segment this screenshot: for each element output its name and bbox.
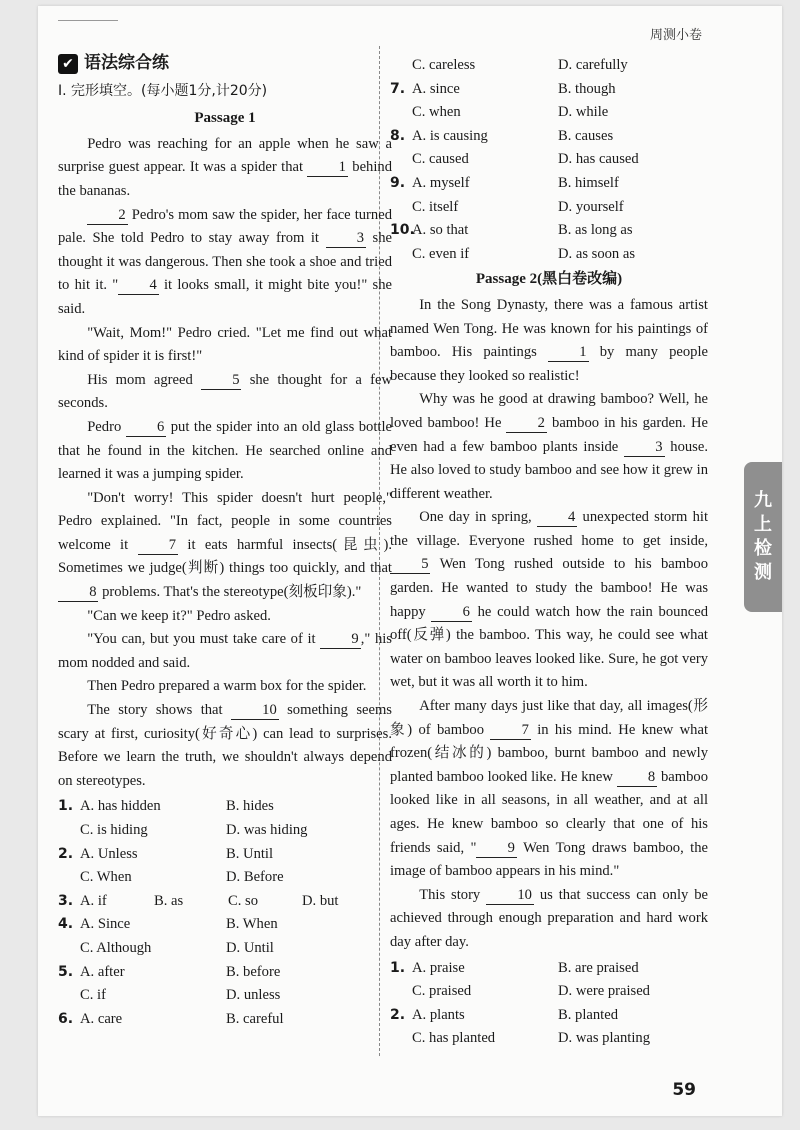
passage1-text: Pedro was reaching for an apple when he saw a surprise guest appear. It was a spider that [58, 135, 392, 176]
passage1-text: it looks small, it might bite you!" she said. [58, 277, 392, 317]
option-choice: A. praise [412, 959, 465, 976]
passage2-blank: 4 [537, 508, 577, 527]
question-number: 6. [58, 1010, 74, 1027]
question-number: 5. [58, 963, 74, 980]
option-choice: C. When [80, 869, 132, 886]
option-choice: A. if [80, 892, 107, 909]
option-choice: D. while [558, 104, 609, 121]
passage2-blank: 5 [390, 555, 430, 574]
option-choice: A. myself [412, 174, 470, 191]
passage2-paragraph [390, 884, 708, 955]
passage1-paragraph [58, 628, 392, 675]
passage1-paragraph [58, 416, 392, 487]
question-number: 1. [58, 798, 74, 815]
option-choice: C. if [80, 987, 106, 1004]
question-number: 4. [58, 916, 74, 933]
passage1-text: Pedro [87, 418, 126, 435]
passage2-text: One day in spring, [419, 509, 537, 526]
option-choice: D. was hiding [226, 822, 308, 838]
option-choice: A. has hidden [80, 798, 161, 815]
passage2-text: Wen Tong rushed outside to his bamboo garden. He wanted to study the bamboo! He was happy [390, 556, 708, 620]
passage1-text: it eats harmful insects(昆虫). Sometimes we judge(判断) things too quickly, and that [58, 536, 392, 577]
option-choice: B. though [558, 80, 616, 97]
option-choice: A. is causing [412, 127, 488, 144]
option-choice: D. has caused [558, 151, 639, 168]
option-choice: C. is hiding [80, 822, 148, 838]
option-row [390, 172, 708, 196]
option-choice: C. careless [412, 57, 476, 73]
passage1-blank: 10 [231, 701, 279, 720]
passage1-paragraph [58, 487, 392, 605]
passage2-blank: 8 [617, 768, 657, 787]
option-row [390, 219, 708, 243]
question-number: 8. [390, 127, 406, 144]
question-number: 1. [390, 959, 406, 976]
passage1-text: "Can we keep it?" Pedro asked. [87, 607, 271, 624]
passage1-options [58, 795, 392, 1031]
passage2-text: unexpected storm hit the village. Everyone rushed home to get inside, [390, 509, 709, 549]
option-choice: C. so [228, 892, 259, 909]
option-row [390, 101, 708, 125]
passage2-text: bamboo in his garden. He even had a few bamboo plants inside [390, 414, 709, 455]
option-choice: C. even if [412, 245, 470, 262]
passage1-blank: 1 [307, 158, 347, 177]
question-number [390, 243, 412, 267]
question-number: 3. [58, 892, 74, 909]
option-row [58, 937, 392, 961]
side-tab [744, 462, 782, 612]
passage1-text: "You can, but you must take care of it [87, 631, 321, 648]
passage2-text: This story [419, 886, 487, 903]
passage2-paragraph [390, 506, 708, 695]
side-tab-char: 上 [754, 514, 772, 535]
section-title-text: 语法综合练 [84, 53, 169, 73]
option-row [58, 819, 392, 843]
option-choice: B. as [154, 892, 184, 909]
option-choice: C. praised [412, 983, 472, 1000]
question-number: 2. [390, 1006, 406, 1023]
option-row [58, 984, 392, 1008]
option-choice: A. care [80, 1010, 123, 1027]
passage2-paragraph [390, 294, 708, 388]
passage2-title: Passage 2(黑白卷改编) [475, 271, 623, 288]
option-choice: B. Until [226, 845, 274, 862]
option-choice: C. itself [412, 198, 459, 215]
page-number: 59 [672, 1080, 696, 1100]
passage1-text: "Don't worry! This spider doesn't hurt people," Pedro explained. "In fact, people in some countries welcome it [58, 489, 392, 553]
passage2-blank: 10 [486, 886, 534, 905]
passage2-paragraph [390, 695, 708, 884]
passage1-text [58, 133, 392, 794]
option-choice: B. are praised [558, 959, 639, 976]
option-choice: B. planted [558, 1006, 618, 1023]
passage1-paragraph [58, 133, 392, 204]
question-number [390, 148, 412, 172]
passage2-text: Why was he good at drawing bamboo? Well, he loved bamboo! He [390, 391, 708, 431]
option-choice: A. since [412, 80, 460, 97]
passage1-text: something seems scary at first, curiosity(好奇心) can lead to surprises. Before we learn the truth, we shouldn't always depend on stereotypes. [58, 702, 392, 789]
option-choice: D. was planting [558, 1030, 651, 1047]
section-title [58, 52, 392, 76]
passage1-options-continued [390, 54, 708, 266]
option-choice: B. before [226, 963, 281, 980]
option-choice: C. Although [80, 939, 152, 956]
question-number: 9. [390, 174, 406, 191]
option-choice: D. were praised [558, 983, 650, 1000]
option-choice: B. careful [226, 1010, 284, 1027]
passage2-text: house. He also loved to study bamboo and see how it grew in different weather. [390, 438, 708, 502]
passage2-blank: 3 [624, 438, 664, 457]
right-column [390, 52, 708, 1051]
option-choice: A. after [80, 963, 125, 980]
worksheet-page [38, 6, 782, 1116]
option-row [390, 54, 708, 78]
question-number [390, 1027, 412, 1051]
option-choice: D. unless [226, 987, 281, 1004]
option-choice: D. Until [226, 939, 274, 956]
passage2-text: Wen Tong draws bamboo, the image of bamboo appears in his mind." [390, 839, 708, 880]
option-row [58, 913, 392, 937]
passage2-text: In the Song Dynasty, there was a famous artist named Wen Tong. He was known for his paintings of bamboo. His paintings [390, 296, 708, 361]
side-tab-char: 九 [754, 490, 772, 511]
option-row [390, 957, 708, 981]
section-instruction: Ⅰ. 完形填空。(每小题1分,计20分) [58, 82, 268, 99]
option-row [390, 78, 708, 102]
option-choice: C. caused [412, 151, 469, 168]
passage1-blank: 9 [320, 630, 360, 649]
passage2-text: After many days just like that day, all images(形象) of bamboo [390, 698, 708, 738]
passage2-blank: 6 [431, 603, 471, 622]
option-row [390, 980, 708, 1004]
passage1-blank: 5 [201, 371, 241, 390]
passage2-text: in his mind. He knew what frozen(结冰的) bamboo, burnt bamboo and newly planted bamboo looked like. He knew [390, 721, 709, 785]
passage1-text: Pedro's mom saw the spider, her face turned pale. She told Pedro to stay away from it [58, 206, 392, 247]
passage1-text: she thought for a few seconds. [58, 371, 392, 412]
passage1-text: problems. That's the stereotype(刻板印象)." [98, 584, 362, 601]
side-tab-char: 测 [754, 562, 772, 583]
question-number: 7. [390, 80, 406, 97]
passage1-text: The story shows that [87, 702, 231, 719]
header-tag: 周测小卷 [649, 28, 702, 43]
passage2-blank: 1 [548, 343, 588, 362]
passage1-paragraph [58, 605, 392, 629]
passage1-paragraph [58, 699, 392, 793]
question-number [58, 984, 80, 1008]
passage2-paragraph [390, 388, 708, 506]
option-choice: D. yourself [558, 198, 624, 215]
passage1-blank: 2 [87, 206, 127, 225]
question-number [390, 101, 412, 125]
option-choice: B. hides [226, 798, 274, 815]
option-choice: D. Before [226, 869, 284, 886]
side-tab-char: 检 [754, 538, 772, 559]
passage1-text: behind the bananas. [58, 159, 393, 199]
option-row [390, 148, 708, 172]
passage2-blank: 9 [476, 839, 516, 858]
option-choice: C. when [412, 104, 461, 121]
passage2-options [390, 957, 708, 1051]
option-choice: B. himself [558, 174, 619, 191]
option-row [58, 866, 392, 890]
option-choice: C. has planted [412, 1030, 496, 1047]
option-choice: A. so that [412, 222, 469, 239]
left-column [58, 52, 392, 1031]
question-number [390, 196, 412, 220]
passage1-text: His mom agreed [87, 371, 201, 388]
check-icon: ✔ [58, 54, 78, 74]
passage1-blank: 6 [126, 418, 166, 437]
top-rule [58, 20, 118, 21]
question-number [58, 819, 80, 843]
passage2-text: bamboo looked like in all seasons, in all weather, and at all ages. He knew bamboo so clearly that one of his friends said, " [390, 768, 708, 856]
passage1-text: "Wait, Mom!" Pedro cried. "Let me find out what kind of spider it is first!" [58, 324, 392, 365]
passage2-text: he could watch how the rain bounced off(反弹) the bamboo. This way, he could see what water on bamboo leaves looked like. Sure, he got very wet, but it was all worth it to him. [390, 603, 708, 691]
passage1-paragraph [58, 675, 392, 699]
passage2-text [390, 294, 708, 955]
passage1-blank: 4 [118, 276, 158, 295]
option-row [58, 843, 392, 867]
option-choice: D. but [302, 892, 339, 909]
option-choice: D. carefully [558, 57, 628, 73]
passage1-blank: 7 [138, 536, 178, 555]
option-choice: B. as long as [558, 222, 633, 239]
option-choice: B. causes [558, 127, 614, 144]
passage1-text: ," his mom nodded and said. [58, 631, 392, 671]
option-choice: A. plants [412, 1006, 465, 1023]
option-row [58, 961, 392, 985]
passage1-paragraph [58, 322, 392, 369]
option-row [390, 1027, 708, 1051]
passage1-paragraph [58, 369, 392, 416]
passage2-text: us that success can only be achieved through enough preparation and hard work day after day. [390, 886, 708, 950]
question-number [390, 980, 412, 1004]
option-row [58, 1008, 392, 1032]
option-choice: B. When [226, 916, 278, 933]
passage1-text: put the spider into an old glass bottle that he found in the kitchen. He searched online and learned it was a jumping spider. [58, 418, 392, 483]
question-number [58, 866, 80, 890]
passage1-blank: 3 [326, 229, 366, 248]
option-row [390, 1004, 708, 1028]
passage1-text: she thought it was dangerous. Then she took a shoe and tried to hit it. " [58, 230, 393, 294]
option-choice: A. Since [80, 916, 131, 933]
passage1-title: Passage 1 [194, 110, 256, 127]
question-number: 2. [58, 845, 74, 862]
passage2-blank: 2 [506, 414, 546, 433]
option-choice: D. as soon as [558, 245, 636, 262]
option-row [58, 890, 392, 914]
question-number [390, 54, 412, 78]
option-row [390, 196, 708, 220]
passage2-text: by many people because they looked so realistic! [390, 344, 708, 384]
passage2-blank: 7 [490, 721, 530, 740]
option-row [390, 125, 708, 149]
option-row [390, 243, 708, 267]
question-number: 10. [390, 222, 415, 239]
passage1-blank: 8 [58, 583, 98, 602]
option-choice: A. Unless [80, 845, 138, 862]
passage1-paragraph [58, 204, 392, 322]
question-number [58, 937, 80, 961]
passage1-text: Then Pedro prepared a warm box for the spider. [87, 678, 367, 695]
option-row [58, 795, 392, 819]
